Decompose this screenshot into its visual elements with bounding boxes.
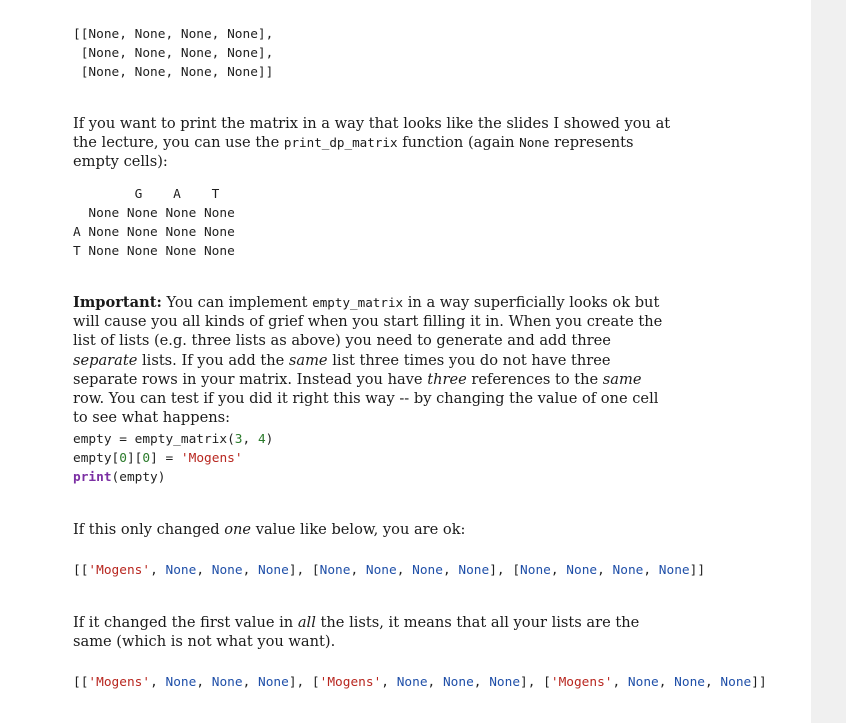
text: lists. If you add the [137, 351, 289, 369]
code-token: , [442, 563, 459, 578]
text: You can implement [161, 294, 313, 311]
ok-paragraph [73, 520, 673, 539]
code-number: 3 [234, 432, 243, 447]
text: function (again [397, 134, 520, 152]
code-string: 'Mogens' [88, 675, 151, 690]
code-token: ]] [689, 563, 706, 578]
code-token: [[ [73, 563, 89, 578]
code-none: None [720, 675, 752, 690]
dp-matrix-row: A None None None None [73, 225, 235, 240]
code-number: 4 [257, 432, 266, 447]
code-none: None [412, 563, 443, 578]
code-token: ], [ [288, 675, 320, 690]
code-none: None [257, 675, 289, 690]
code-token: ], [ [489, 563, 521, 578]
code-none: None [489, 675, 521, 690]
code-token: , [350, 563, 366, 578]
code-token: , [550, 563, 567, 578]
code-none: None [257, 563, 289, 578]
code-line-3 [73, 468, 165, 487]
right-gutter [811, 0, 846, 723]
ok-output [73, 561, 705, 580]
code-none: None [520, 563, 551, 578]
code-token: , [643, 563, 659, 578]
code-token: (empty) [111, 470, 166, 485]
text: list three times you do not have three separate rows in your matrix. Instead you have [73, 351, 611, 388]
code-string: 'Mogens' [550, 675, 613, 690]
text: represents empty cells): [73, 134, 634, 171]
text: If you want to print the matrix in a way that looks like the slides I showed you at the lecture, you can use the [73, 115, 671, 152]
code-token: ]] [751, 675, 767, 690]
code-token: , [427, 675, 443, 690]
code-none: None [211, 675, 243, 690]
dp-matrix-row: T None None None None [73, 244, 235, 259]
bad-output [73, 673, 767, 692]
code-number: 0 [142, 451, 151, 466]
code-none: None [365, 563, 397, 578]
matrix-output-line-3: [None, None, None, None]] [73, 65, 274, 80]
code-line-2 [73, 449, 243, 468]
emphasis: same [602, 370, 642, 388]
code-token: , [396, 563, 413, 578]
code-none: None [211, 563, 243, 578]
matrix-output-line-1: [[None, None, None, None], [73, 27, 274, 42]
emphasis: same [288, 351, 328, 369]
code-token: , [150, 675, 166, 690]
code-number: 0 [119, 451, 127, 466]
code-none: None [165, 563, 197, 578]
code-none: None [165, 675, 197, 690]
code-token: ], [ [288, 563, 320, 578]
code-keyword: print [73, 470, 112, 485]
code-string: 'Mogens' [88, 563, 151, 578]
code-token: , [597, 563, 613, 578]
inline-code-empty-matrix: empty_matrix [312, 295, 404, 310]
code-string: 'Mogens' [319, 675, 382, 690]
code-none: None [658, 563, 690, 578]
code-token: , [242, 563, 258, 578]
text: references to the [466, 370, 603, 388]
code-token: ] = [150, 451, 181, 466]
emphasis: separate [73, 351, 138, 369]
important-label: Important: [73, 294, 162, 311]
code-none: None [396, 675, 428, 690]
code-none: None [319, 563, 351, 578]
matrix-output-line-2: [None, None, None, None], [73, 46, 274, 61]
code-token: , [242, 432, 258, 447]
code-token: ], [ [520, 675, 551, 690]
code-none: None [566, 563, 598, 578]
text: in a way superficially looks ok but will cause you all kinds of grief when you start filling it in. When you create the list of lists (e.g. three lists as above) you need to generate and add three [73, 294, 663, 350]
code-token: , [196, 675, 212, 690]
emphasis: all [297, 614, 316, 631]
text: If this only changed [73, 521, 225, 538]
code-none: None [627, 675, 659, 690]
dp-matrix-row: None None None None [73, 206, 235, 221]
code-token: , [381, 675, 397, 690]
important-paragraph [73, 293, 673, 427]
code-token: empty[ [73, 451, 120, 466]
code-none: None [674, 675, 705, 690]
code-token: ) [265, 432, 274, 447]
dp-matrix-header: G A T [73, 187, 220, 202]
code-token: , [242, 675, 258, 690]
code-token: , [705, 675, 721, 690]
code-token: ][ [126, 451, 143, 466]
emphasis: one [224, 521, 252, 538]
code-token: [[ [73, 675, 89, 690]
inline-code-print-dp-matrix: print_dp_matrix [283, 135, 398, 151]
code-string: 'Mogens' [180, 451, 243, 466]
inline-code-none: None [519, 135, 550, 151]
code-none: None [458, 563, 490, 578]
code-token: , [473, 675, 490, 690]
code-none: None [442, 675, 474, 690]
text: row. You can test if you did it right this way -- by changing the value of one cell to see what happens: [73, 390, 659, 427]
code-token: , [196, 563, 212, 578]
code-none: None [612, 563, 644, 578]
code-token: , [612, 675, 628, 690]
code-token: , [658, 675, 675, 690]
code-token: , [150, 563, 166, 578]
code-token: empty = empty_matrix( [73, 432, 235, 447]
code-line-1 [73, 430, 273, 449]
bad-paragraph [73, 613, 673, 651]
text: the lists, it means that all your lists are the same (which is not what you want). [73, 614, 640, 651]
emphasis: three [427, 370, 467, 388]
print-matrix-paragraph [73, 114, 673, 172]
text: value like below, you are ok: [251, 521, 466, 538]
text: If it changed the first value in [73, 614, 298, 631]
